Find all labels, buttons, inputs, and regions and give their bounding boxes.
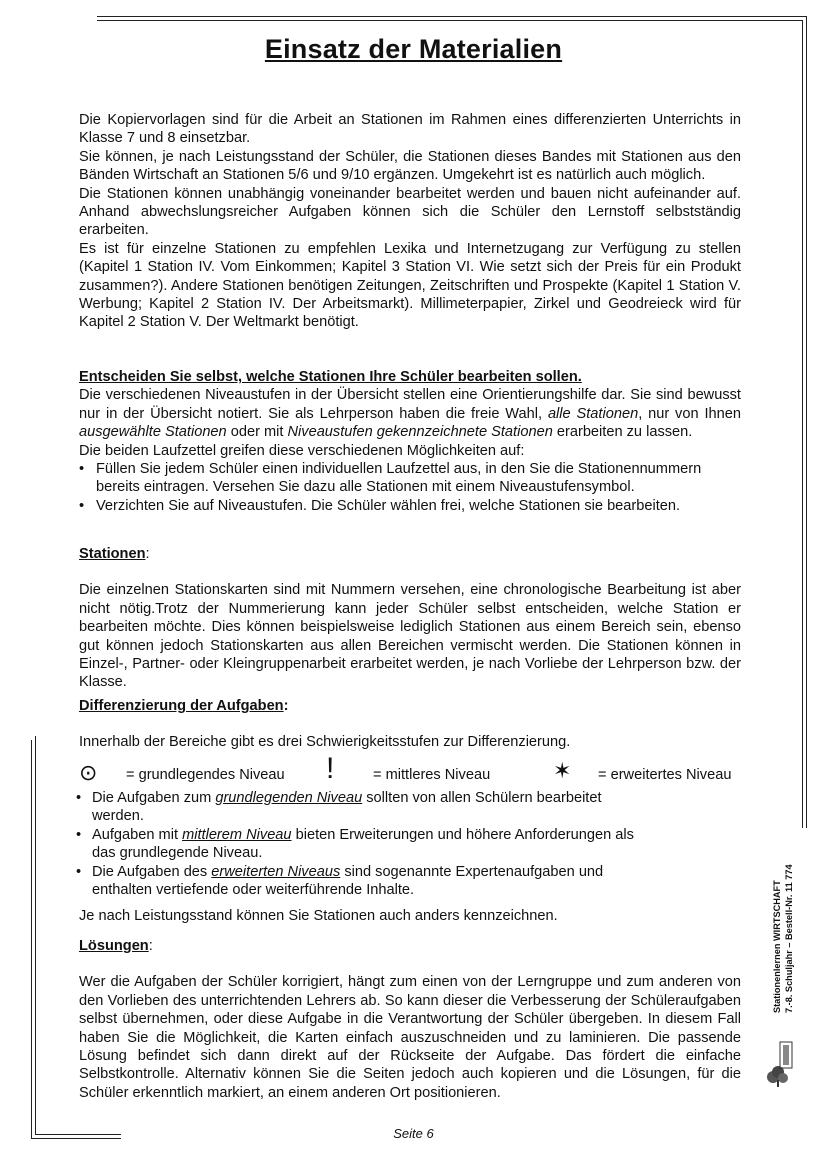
frame-right-line (806, 16, 807, 828)
list-item: • Füllen Sie jedem Schüler einen individuellen Laufzettel aus, in den Sie die Stationennummern bereits eintragen. Versehen Sie dazu alle Stationen mit einem Niveaustufensymbol. (79, 460, 741, 497)
differenzierung-intro: Innerhalb der Bereiche gibt es drei Schwierigkeitsstufen zur Differenzierung. (79, 734, 571, 751)
loesungen-paragraph: Wer die Aufgaben der Schüler korrigiert, hängt zum einen von der Lerngruppe und zum anderen von den Vorlieben des unterrichtenden Lehrers ab. So kann dieser die Verbesserung der Schüleraufgaben selbst übernehmen, oder diese Aufgabe in die Verantwortung der Schüler übergeben. In diesem Fall haben Sie die Möglichkeit, die Karten einfach auszuschneiden und zu laminieren. Die passende Lösung befindet sich dann direkt auf der Rückseite der Aufgabe. Das fördert die einfache Selbstkontrolle. Alternativ können Sie die Seiten jedoch auch kopieren und die Lösungen, für die Schüler erkenntlich markiert, an einem anderen Ort positionieren. (79, 974, 741, 1101)
loesungen-heading: Lösungen: (79, 938, 153, 954)
niveau-legend (79, 752, 741, 787)
stationen-heading: Stationen: (79, 546, 150, 562)
sidebar-series-title: Stationenlernen WIRTSCHAFT (772, 880, 782, 1013)
page-title: Einsatz der Materialien (264, 34, 563, 64)
tree-logo-icon (763, 1040, 797, 1088)
list-item: • Die Aufgaben des erweiterten Niveaus sind sogenannte Expertenaufgaben und enthalten vertiefende oder weiterführende Inhalte. (76, 863, 639, 900)
list-item: • Verzichten Sie auf Niveaustufen. Die Schüler wählen frei, welche Stationen sie bearbeiten. (79, 497, 741, 515)
publisher-sidebar (766, 838, 806, 1018)
target-icon: ⊙ (79, 760, 98, 785)
choose-paragraph: Die verschiedenen Niveaustufen in der Übersicht stellen eine Orientierungshilfe dar. Sie sind bewusst nur in der Übersicht notiert. Sie als Lehrperson haben die freie Wahl, alle Stationen, nur von Ihnen ausgewählte Stationen oder mit Niveaustufen gekennzeichnete Stationen erarbeiten zu lassen. (79, 387, 741, 441)
frame-left-line-inner (35, 736, 36, 1135)
loesungen-section (79, 937, 741, 1102)
intro-paragraph: Die Kopiervorlagen sind für die Arbeit an Stationen im Rahmen eines differenzierten Unterrichts in Klasse 7 und 8 einsetzbar. (79, 112, 741, 147)
intro-paragraph: Sie können, je nach Leistungsstand der Schüler, die Stationen dieses Bandes mit Stationen aus den Bänden Wirtschaft an Stationen 5/6 und 9/10 ergänzen. Umgekehrt ist es natürlich auch möglich. (79, 148, 741, 184)
intro-paragraph: Es ist für einzelne Stationen zu empfehlen Lexika und Internetzugang zur Verfügung zu stellen (Kapitel 1 Station IV. Vom Einkommen; Kapitel 3 Station VI. Wie setzt sich der Preis für ein Produkt zusammen?). Andere Stationen benötigen Zeitungen, Zeitschriften und Prospekte (Kapitel 1 Station V. Werbung; Kapitel 2 Station IV. Der Arbeitsmarkt). Millimeterpapier, Zirkel und Geodreieck wird für Kapitel 2 Station V. Der Weltmarkt benötigt. (79, 240, 741, 331)
frame-right-line-inner (802, 20, 803, 828)
star-icon: ✶ (553, 758, 572, 783)
niveau-list-section (79, 789, 639, 926)
list-item: • Aufgaben mit mittlerem Niveau bieten Erweiterungen und höhere Anforderungen als das grundlegende Niveau. (76, 826, 639, 863)
niveau-list (76, 789, 639, 899)
publisher-logo (763, 1040, 797, 1088)
list-item: • Die Aufgaben zum grundlegenden Niveau sollten von allen Schülern bearbeitet werden. (76, 789, 639, 826)
legend-label-mittel: = mittleres Niveau (373, 767, 491, 783)
choose-heading: Entscheiden Sie selbst, welche Stationen Ihre Schüler bearbeiten sollen. (79, 369, 582, 385)
choose-bullet-list (79, 460, 741, 515)
intro-section (79, 111, 741, 332)
choose-section (79, 368, 741, 515)
stationen-paragraph: Die einzelnen Stationskarten sind mit Nummern versehen, eine chronologische Bearbeitung ist aber nicht nötig.Trotz der Nummerierung kann jeder Schüler selbst entscheiden, welche Station er bearbeiten möchte. Dies können beispielsweise lediglich Stationen aus einem Bereich sein, ebenso gut können jedoch Stationskarten aus allen Bereichen vermischt werden. Die Stationen können in Einzel-, Partner- oder Kleingruppenarbeit erarbeitet werden, je nach Vorliebe der Lehrperson bzw. der Klasse. (79, 582, 741, 691)
differenzierung-section (79, 697, 741, 752)
sidebar-order-number: 7.-8. Schuljahr – Bestell-Nr. 11 774 (784, 864, 794, 1013)
exclamation-icon: ! (326, 752, 335, 785)
frame-top-line-inner (97, 20, 803, 21)
page-number: Seite 6 (393, 1126, 434, 1141)
legend-label-erweitert: = erweitertes Niveau (598, 767, 732, 783)
differenzierung-outro: Je nach Leistungsstand können Sie Stationen auch anders kennzeichnen. (79, 908, 558, 925)
intro-paragraph: Die Stationen können unabhängig voneinander bearbeitet werden und bauen nicht aufeinander auf. Anhand abwechslungsreicher Aufgaben können sich die Schüler den Lernstoff selbstständig erarbeiten. (79, 185, 741, 239)
stationen-section (79, 545, 741, 692)
frame-left-line (31, 740, 32, 1139)
differenzierung-heading: Differenzierung der Aufgaben: (79, 698, 289, 714)
legend-label-grundlegend: = grundlegendes Niveau (126, 767, 285, 783)
choose-paragraph-2: Die beiden Laufzettel greifen diese verschiedenen Möglichkeiten auf: (79, 442, 525, 459)
frame-top-line (97, 16, 807, 17)
